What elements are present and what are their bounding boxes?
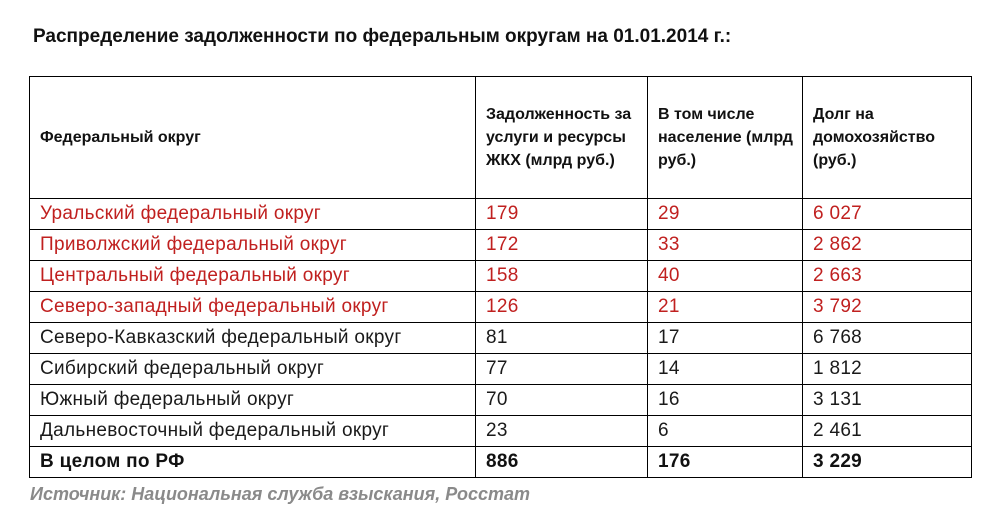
table-header-row	[30, 77, 972, 199]
cell-per-household: 1 812	[803, 354, 972, 385]
table-row	[30, 385, 972, 416]
cell-per-household: 3 792	[803, 292, 972, 323]
source-note: Источник: Национальная служба взыскания, Росстат	[30, 484, 531, 504]
header-per-household: Долг на домохозяйство (руб.)	[803, 77, 972, 199]
cell-population: 21	[648, 292, 803, 323]
cell-district: Северо-западный федеральный округ	[30, 292, 476, 323]
table-body	[30, 199, 972, 478]
cell-district: Уральский федеральный округ	[30, 199, 476, 230]
total-per-household: 3 229	[803, 447, 972, 478]
total-debt: 886	[476, 447, 648, 478]
cell-population: 29	[648, 199, 803, 230]
cell-population: 6	[648, 416, 803, 447]
page-title: Распределение задолженности по федеральным округам на 01.01.2014 г.:	[33, 26, 732, 47]
table-row	[30, 199, 972, 230]
cell-debt: 158	[476, 261, 648, 292]
cell-population: 17	[648, 323, 803, 354]
cell-per-household: 2 461	[803, 416, 972, 447]
cell-per-household: 2 663	[803, 261, 972, 292]
cell-population: 33	[648, 230, 803, 261]
cell-debt: 70	[476, 385, 648, 416]
table-row	[30, 292, 972, 323]
cell-population: 40	[648, 261, 803, 292]
cell-district: Южный федеральный округ	[30, 385, 476, 416]
cell-debt: 23	[476, 416, 648, 447]
cell-debt: 77	[476, 354, 648, 385]
table-row	[30, 261, 972, 292]
cell-per-household: 6 027	[803, 199, 972, 230]
cell-per-household: 6 768	[803, 323, 972, 354]
cell-per-household: 2 862	[803, 230, 972, 261]
table-row	[30, 416, 972, 447]
cell-debt: 126	[476, 292, 648, 323]
table-row	[30, 323, 972, 354]
cell-district: Дальневосточный федеральный округ	[30, 416, 476, 447]
cell-district: Северо-Кавказский федеральный округ	[30, 323, 476, 354]
header-debt: Задолженность за услуги и ресурсы ЖКХ (млрд руб.)	[476, 77, 648, 199]
cell-debt: 179	[476, 199, 648, 230]
table-row	[30, 354, 972, 385]
cell-debt: 172	[476, 230, 648, 261]
cell-population: 14	[648, 354, 803, 385]
cell-district: Сибирский федеральный округ	[30, 354, 476, 385]
total-district: В целом по РФ	[30, 447, 476, 478]
header-district: Федеральный округ	[30, 77, 476, 199]
cell-per-household: 3 131	[803, 385, 972, 416]
total-population: 176	[648, 447, 803, 478]
table-total-row	[30, 447, 972, 478]
cell-debt: 81	[476, 323, 648, 354]
header-population: В том числе население (млрд руб.)	[648, 77, 803, 199]
cell-population: 16	[648, 385, 803, 416]
cell-district: Центральный федеральный округ	[30, 261, 476, 292]
cell-district: Приволжский федеральный округ	[30, 230, 476, 261]
table-row	[30, 230, 972, 261]
debt-table	[29, 76, 972, 478]
